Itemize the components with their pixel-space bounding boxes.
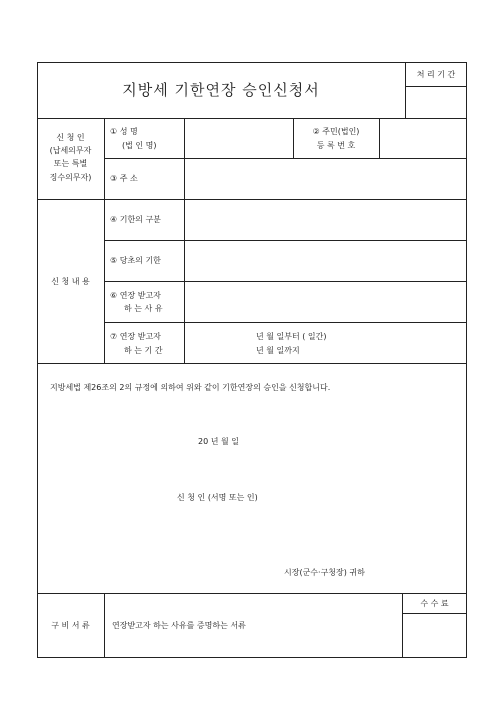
processing-period-label: 처 리 기 간 bbox=[416, 70, 456, 79]
documents-label-divider bbox=[104, 593, 105, 658]
fee-field[interactable] bbox=[403, 614, 466, 657]
form-title: 지방세 기한연장 승인신청서 bbox=[122, 81, 320, 99]
documents-label: 구 비 서 류 bbox=[51, 621, 90, 630]
name-field[interactable] bbox=[185, 119, 292, 157]
applicant-section-label-1: 신 청 인 bbox=[56, 133, 85, 142]
id-number-field[interactable] bbox=[380, 119, 466, 157]
original-due-field[interactable] bbox=[185, 241, 466, 280]
reason-row-divider bbox=[104, 322, 467, 323]
addressee: 시장(군수·구청장) 귀하 bbox=[284, 568, 365, 577]
fee-label: 수 수 료 bbox=[420, 599, 449, 608]
applicant-section-label-4: 징수의무자) bbox=[49, 173, 92, 182]
type-label: ④ 기한의 구분 bbox=[110, 215, 161, 224]
reason-field[interactable] bbox=[185, 282, 466, 321]
address-field[interactable] bbox=[185, 159, 466, 198]
name-label-2: (법 인 명) bbox=[122, 141, 157, 150]
reason-label-1: ⑥ 연장 받고자 bbox=[110, 291, 161, 300]
applicant-section-label-3: 또는 특별 bbox=[53, 159, 88, 168]
type-field[interactable] bbox=[185, 200, 466, 239]
id-label-1: ② 주민(법인) bbox=[312, 127, 360, 136]
address-label: ③ 주 소 bbox=[110, 174, 138, 183]
applicant-section-label-2: (납세의무자 bbox=[49, 146, 92, 155]
statement-text: 지방세법 제26조의 2의 규정에 의하여 위와 같이 기한연장의 승인을 신청합니다. bbox=[50, 383, 331, 392]
section-label-divider bbox=[104, 118, 105, 363]
documents-value: 연장받고자 하는 사유를 증명하는 서류 bbox=[112, 621, 246, 630]
id-label-left-divider bbox=[293, 118, 294, 158]
original-due-label: ⑤ 당초의 기한 bbox=[110, 256, 161, 265]
period-line-2[interactable]: 년 월 일까지 bbox=[256, 346, 300, 355]
request-section-divider bbox=[37, 363, 467, 364]
period-label-1: ⑦ 연장 받고자 bbox=[110, 332, 161, 341]
request-section-label: 신 청 내 용 bbox=[51, 277, 90, 286]
id-label-2: 등 록 번 호 bbox=[316, 141, 356, 150]
period-label-2: 하 는 기 간 bbox=[124, 346, 163, 355]
period-line-1[interactable]: 년 월 일부터 ( 일간) bbox=[256, 332, 327, 341]
processing-period-divider bbox=[405, 86, 467, 87]
name-label-1: ① 성 명 bbox=[110, 127, 138, 136]
reason-label-2: 하 는 사 유 bbox=[124, 304, 163, 313]
signature-line[interactable]: 신 청 인 (서명 또는 인) bbox=[177, 493, 258, 502]
date-line[interactable]: 20 년 월 일 bbox=[198, 437, 239, 446]
